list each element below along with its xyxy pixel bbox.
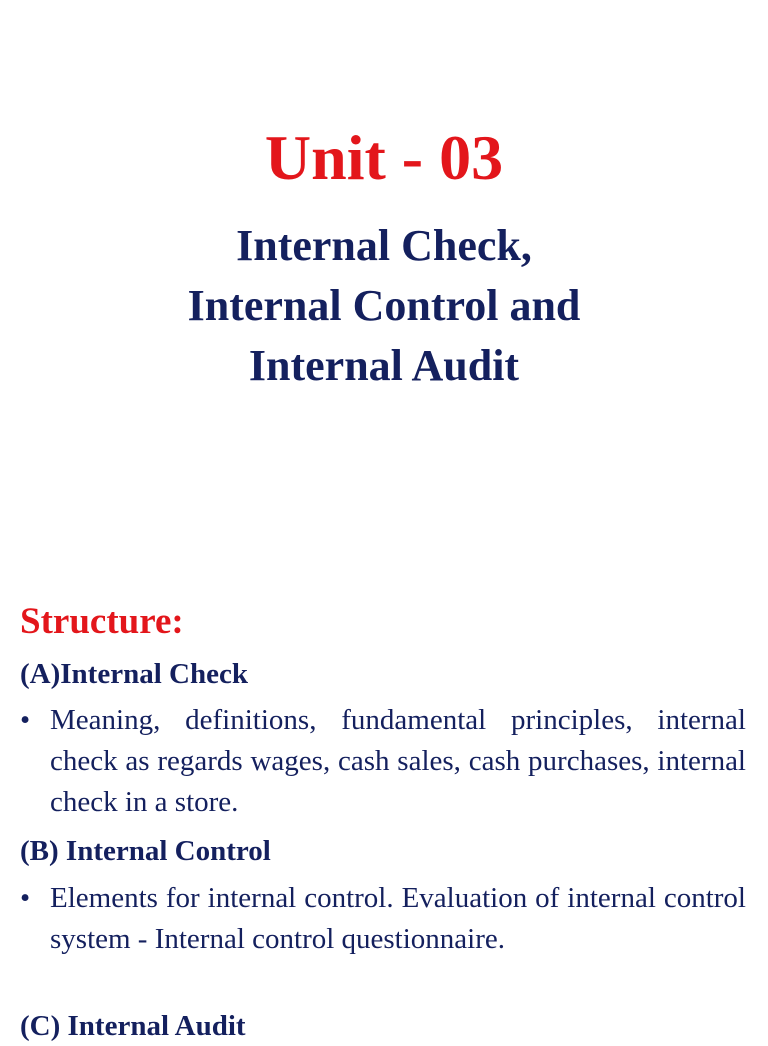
bullet-text: Meaning, definitions, fundamental principles, internal check as regards wages, cash sales, cash purchases, internal check in a store. — [50, 704, 746, 818]
bullet-icon: • — [20, 704, 31, 736]
structure-heading: Structure: — [20, 601, 184, 642]
bullet-icon: • — [20, 882, 31, 914]
section-heading-internal-control: (B) Internal Control — [20, 835, 271, 867]
subtitle-line: Internal Check, — [236, 221, 532, 270]
section-heading-internal-audit: (C) Internal Audit — [20, 1010, 246, 1042]
bullet-internal-control — [20, 878, 746, 960]
subtitle-line: Internal Audit — [248, 341, 520, 390]
bullet-internal-check — [20, 700, 746, 823]
unit-title: Unit - 03 — [264, 122, 504, 193]
bullet-text: Elements for internal control. Evaluation of internal control system - Internal control questionnaire. — [50, 882, 746, 955]
subtitle-line: Internal Control and — [187, 281, 581, 330]
section-heading-internal-check: (A)Internal Check — [20, 658, 248, 690]
slide-subtitle — [0, 216, 768, 396]
